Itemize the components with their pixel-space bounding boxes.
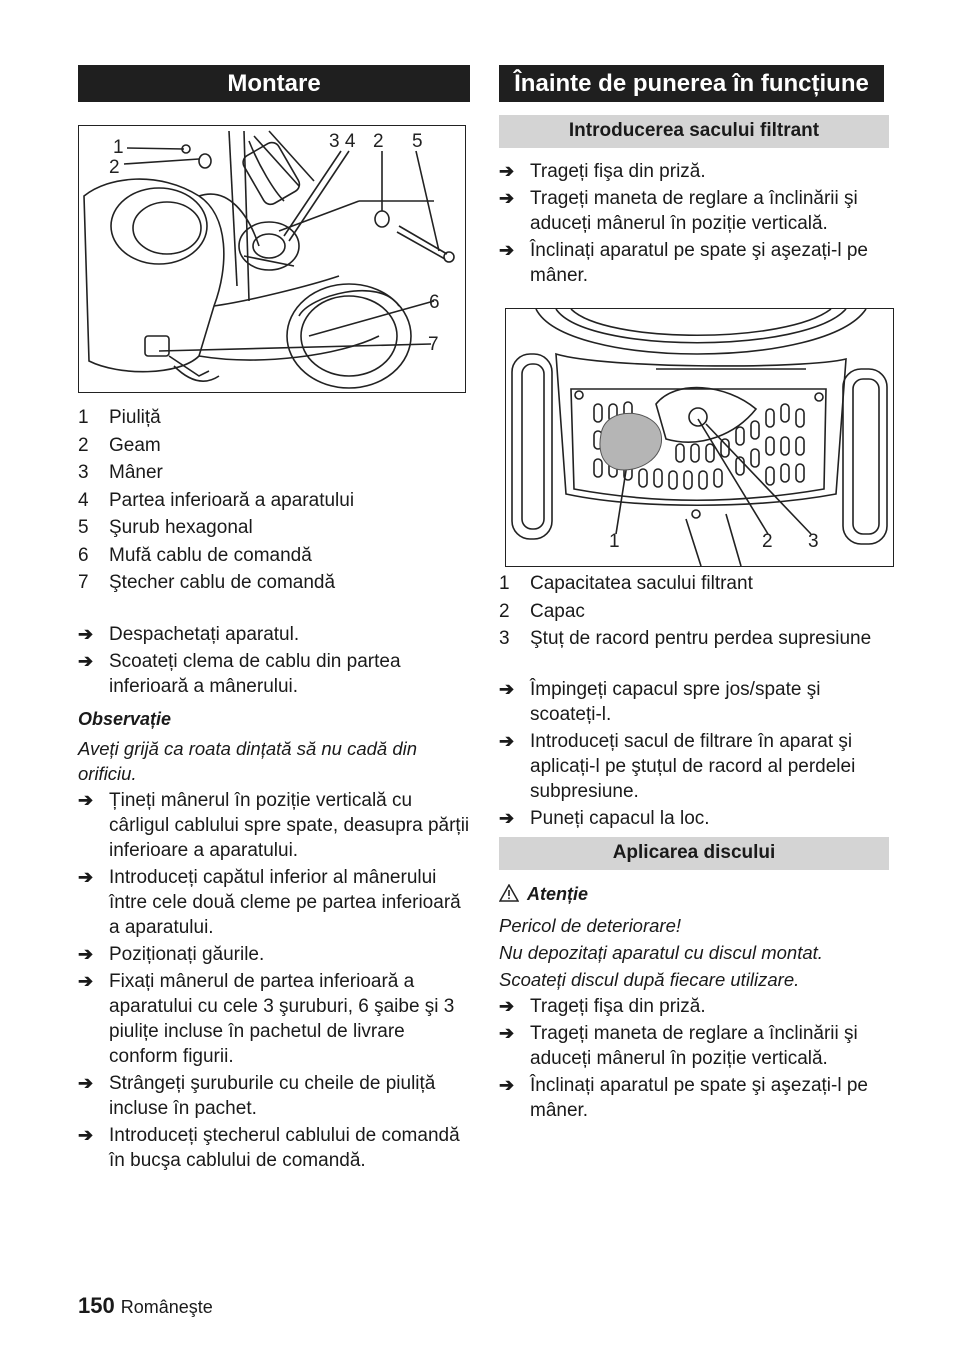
step-item: ➔ Țineți mânerul în poziție verticală cu cârligul cablului spre spate, deasupra părții inferioare a aparatului. [78,789,470,861]
arrow-right-icon: ➔ [499,1022,515,1043]
arrow-right-icon: ➔ [499,161,515,181]
arrow-right-icon: ➔ [78,866,94,887]
arrow-right-icon: ➔ [499,807,515,828]
arrow-right-icon: ➔ [499,995,515,1016]
callout-6: 6 [429,292,440,313]
legend-item: 1 Capacitatea sacului filtrant [499,573,753,594]
language-label: Româneşte [120,1297,213,1317]
step-item: ➔ Înclinați aparatul pe spate şi aşezați-l pe mâner. [499,1074,868,1121]
legend-item: 6 Mufă cablu de comandă [78,544,312,566]
legend-item: 3 Mâner [78,462,163,483]
arrow-right-icon: ➔ [78,970,94,991]
legend-item: 7 Ştecher cablu de comandă [78,572,336,593]
step-item: ➔ Poziționați găurile. [78,943,265,965]
unpack-steps [78,622,470,699]
legend-item: 5 Şurub hexagonal [78,517,253,538]
step-item: ➔ Introduceți ştecherul cablului de comandă în bucşa cablului de comandă. [78,1124,460,1171]
step-item: ➔ Introduceți sacul de filtrare în aparat şi aplicați-l pe ştuțul de racord al perdelei subpresiune. [499,730,856,802]
filter-bag-illustration [506,309,893,566]
callout-1: 1 [609,531,620,552]
step-item: ➔ Despachetați aparatul. [78,623,300,645]
warning-line: Nu depozitați aparatul cu discul montat. [499,941,823,963]
warning-triangle-icon [499,884,519,909]
arrow-right-icon: ➔ [78,943,94,964]
page-footer [78,1293,213,1319]
legend-item: 4 Partea inferioară a aparatului [78,489,355,511]
warning-title: Atenție [499,882,893,909]
arrow-right-icon: ➔ [499,678,515,699]
step-item: ➔ Trageți maneta de reglare a înclinării şi aduceți mânerul în poziție verticală. [499,188,858,234]
callout-1: 1 [113,137,124,158]
callout-2b: 2 [373,131,384,152]
page-number: 150 [78,1293,115,1318]
arrow-right-icon: ➔ [499,240,515,260]
arrow-right-icon: ➔ [78,789,94,810]
legend-item: 2 Capac [499,600,585,622]
filter-bag-figure [505,308,894,567]
right-column [499,65,893,1125]
step-item: ➔ Puneți capacul la loc. [499,807,710,829]
callout-2: 2 [762,531,773,552]
note-text: Aveți grijă ca roata dințată să nu cadă din orificiu. [78,737,418,784]
arrow-right-icon: ➔ [78,650,94,671]
assembly-steps [78,788,470,1173]
section-heading-before-start: Înainte de punerea în funcțiune [499,65,884,102]
legend-item: 3 Ştuț de racord pentru perdea supresiune [499,628,872,649]
step-item: ➔ Împingeți capacul spre jos/spate şi scoateți-l. [499,678,821,725]
legend-item: 1 Piuliță [78,407,161,428]
note-title: Observație [78,708,172,729]
assembly-figure [78,125,466,393]
warning-line: Pericol de deteriorare! [499,914,682,936]
left-column [78,65,470,1175]
arrow-right-icon: ➔ [499,1074,515,1095]
callout-3-4: 3 4 [329,131,356,152]
filter-bag-legend [499,570,893,653]
filter-bag-steps [499,677,893,831]
arrow-right-icon: ➔ [499,730,515,751]
disc-steps [499,994,893,1123]
subheading-filter-bag: Introducerea sacului filtrant [499,115,889,148]
callout-2: 2 [109,157,120,178]
callout-5: 5 [412,131,423,152]
arrow-right-icon: ➔ [499,188,515,208]
step-item: ➔ Strângeți şuruburile cu cheile de piuliță incluse în pachet. [78,1072,436,1119]
step-item: ➔ Înclinați aparatul pe spate şi aşezați-l pe mâner. [499,240,868,286]
arrow-right-icon: ➔ [78,623,94,644]
step-item: ➔ Scoateți clema de cablu din partea inferioară a mânerului. [78,650,401,697]
section-heading-montare: Montare [78,65,470,102]
filter-bag-prep-steps [499,159,893,288]
step-item: ➔ Trageți fişa din priză. [499,161,706,182]
warning-line: Scoateți discul după fiecare utilizare. [499,968,800,990]
subheading-apply-disc: Aplicarea discului [499,837,889,870]
arrow-right-icon: ➔ [78,1072,94,1093]
step-item: ➔ Trageți maneta de reglare a înclinării şi aduceți mânerul în poziție verticală. [499,1022,858,1069]
arrow-right-icon: ➔ [78,1124,94,1145]
legend-item: 2 Geam [78,434,161,456]
step-item: ➔ Trageți fişa din priză. [499,995,706,1017]
assembly-illustration [79,126,465,392]
step-item: ➔ Introduceți capătul inferior al mânerului între cele două cleme pe partea inferioară a aparatului. [78,866,461,938]
step-item: ➔ Fixați mânerul de partea inferioară a aparatului cu cele 3 şuruburi, 6 şaibe şi 3 piulițe incluse în pachetul de livrare conform figurii. [78,970,455,1067]
callout-3: 3 [808,531,819,552]
callout-7: 7 [428,334,439,355]
assembly-legend [78,404,470,597]
